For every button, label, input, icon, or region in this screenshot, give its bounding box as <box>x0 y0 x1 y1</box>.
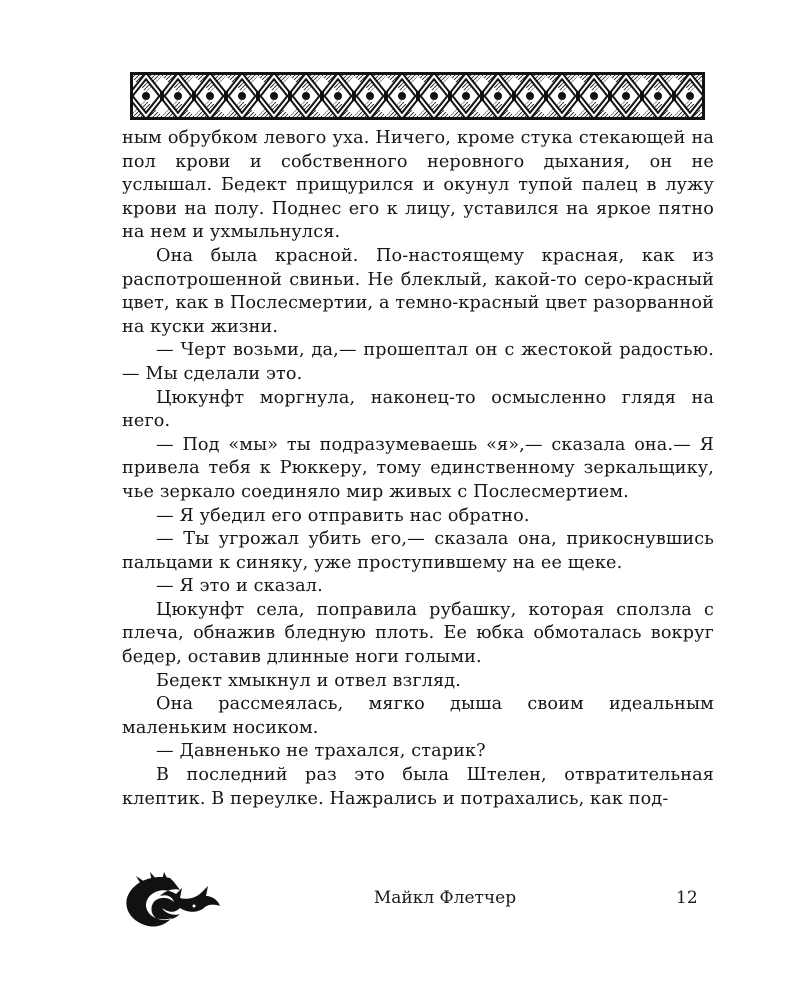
paragraph: ным обрубком левого уха. Ничего, кроме стука стекающей на пол крови и собственного неровного дыхания, он не услышал. Бедект прищурился и окунул тупой палец в лужу крови на полу. Поднес его к лицу, уставился на яркое пятно на нем и ухмыльнулся. <box>122 128 714 243</box>
paragraph: Цюкунфт села, поправила рубашку, которая сползла с плеча, обнажив бледную плоть. Ее юбка обмоталась вокруг бедер, оставив длинные ноги голыми. <box>122 599 714 668</box>
paragraph: — Ты угрожал убить его,— сказала она, прикоснувшись пальцами к синяку, уже проступившему на ее щеке. <box>122 529 714 573</box>
paragraph: Она рассмеялась, мягко дыша своим идеальным маленьким носиком. <box>122 694 714 738</box>
paragraph: В последний раз это была Штелен, отвратительная клептик. В переулке. Нажрались и потрахались, как под- <box>122 765 714 809</box>
paragraph: — Я это и сказал. <box>156 576 323 597</box>
ornament-border-icon <box>130 72 705 120</box>
body-text <box>122 127 714 811</box>
paragraph: — Черт возьми, да,— прошептал он с жестокой радостью.— Мы сделали это. <box>122 340 714 384</box>
footer-author: Майкл Флетчер <box>373 888 517 908</box>
paragraph: Цюкунфт моргнула, наконец-то осмысленно глядя на него. <box>122 387 714 432</box>
paragraph: Бедект хмыкнул и отвел взгляд. <box>156 670 462 691</box>
paragraph: — Я убедил его отправить нас обратно. <box>156 505 530 526</box>
paragraph: — Давненько не трахался, старик? <box>156 741 486 762</box>
page-number: 12 <box>676 888 698 908</box>
paragraph: Она была красной. По-настоящему красная, как из распотрошенной свиньи. Не блеклый, какой-то серо-красный цвет, как в Послесмертии, а темно-красный цвет разорванной на куски жизни. <box>122 245 714 337</box>
paragraph: — Под «мы» ты подразумеваешь «я»,— сказала она.— Я привела тебя к Рюккеру, тому единственному зеркальщику, чье зеркало соединяло мир живых с Послесмертием. <box>122 434 714 502</box>
dragon-icon <box>122 872 222 930</box>
